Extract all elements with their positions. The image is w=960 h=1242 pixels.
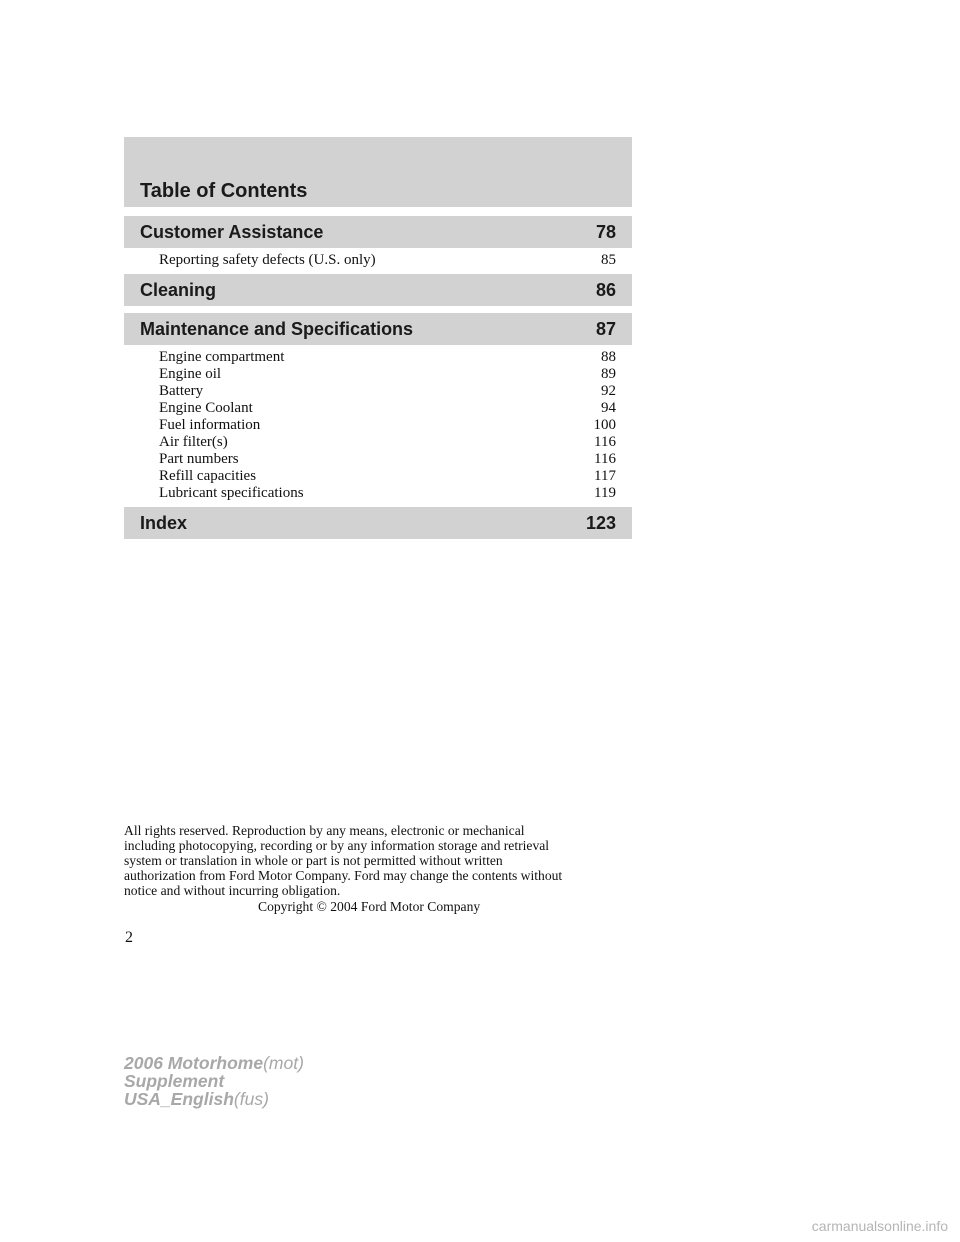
item-label: Lubricant specifications — [159, 485, 304, 501]
toc-item-reporting-safety-defects[interactable] — [159, 252, 616, 269]
legal-line: notice and without incurring obligation. — [124, 883, 341, 898]
section-page: 78 — [595, 221, 616, 242]
section-title: Cleaning — [140, 279, 217, 300]
legal-line: authorization from Ford Motor Company. Ford may change the contents without — [124, 868, 563, 883]
section-page: 86 — [595, 279, 616, 300]
sub-list — [124, 345, 632, 507]
item-page: 117 — [594, 468, 616, 484]
item-page: 94 — [601, 400, 616, 416]
document-footer — [124, 1054, 304, 1108]
item-page: 88 — [601, 349, 616, 365]
toc-section-maintenance[interactable] — [124, 313, 632, 345]
item-page: 85 — [601, 252, 616, 268]
copyright-notice: Copyright © 2004 Ford Motor Company — [258, 899, 481, 914]
toc-item-battery[interactable] — [159, 383, 616, 400]
section-page: 123 — [585, 512, 616, 533]
item-label: Engine compartment — [159, 349, 285, 365]
footer-line-1 — [124, 1054, 304, 1072]
footer-line-2 — [124, 1072, 304, 1090]
item-label: Reporting safety defects (U.S. only) — [159, 252, 376, 268]
page-title: Table of Contents — [140, 180, 308, 202]
item-page: 100 — [593, 417, 616, 433]
legal-notice — [124, 823, 644, 898]
item-page: 116 — [594, 434, 616, 450]
toc-item-part-numbers[interactable] — [159, 451, 616, 468]
watermark: carmanualsonline.info — [811, 1218, 948, 1234]
item-label: Fuel information — [159, 417, 261, 433]
item-page: 119 — [594, 485, 616, 501]
legal-line: system or translation in whole or part is not permitted without written — [124, 853, 503, 868]
toc-list — [124, 216, 632, 539]
footer-language-code: (fus) — [233, 1089, 269, 1109]
footer-model: 2006 Motorhome — [124, 1053, 264, 1073]
item-label: Engine oil — [159, 366, 222, 382]
toc-item-refill-capacities[interactable] — [159, 468, 616, 485]
footer-model-code: (mot) — [263, 1053, 304, 1073]
toc-item-engine-coolant[interactable] — [159, 400, 616, 417]
toc-section-cleaning[interactable] — [124, 274, 632, 306]
sub-list — [124, 248, 632, 274]
toc-item-fuel-information[interactable] — [159, 417, 616, 434]
item-label: Air filter(s) — [159, 434, 228, 450]
toc-item-engine-oil[interactable] — [159, 366, 616, 383]
item-page: 116 — [594, 451, 616, 467]
toc-item-lubricant-specifications[interactable] — [159, 485, 616, 502]
toc-section-customer-assistance[interactable] — [124, 216, 632, 248]
item-page: 89 — [601, 366, 616, 382]
item-label: Refill capacities — [159, 468, 257, 484]
legal-line: All rights reserved. Reproduction by any means, electronic or mechanical — [124, 823, 525, 838]
section-title: Customer Assistance — [140, 221, 324, 242]
legal-line: including photocopying, recording or by any information storage and retrieval — [124, 838, 550, 853]
section-title: Index — [140, 512, 188, 533]
page-number: 2 — [125, 929, 133, 946]
toc-section-index[interactable] — [124, 507, 632, 539]
item-label: Battery — [159, 383, 204, 399]
toc-item-air-filters[interactable] — [159, 434, 616, 451]
footer-supplement: Supplement — [124, 1071, 225, 1091]
item-page: 92 — [601, 383, 616, 399]
item-label: Engine Coolant — [159, 400, 253, 416]
section-gap — [124, 306, 632, 313]
item-label: Part numbers — [159, 451, 239, 467]
footer-line-3 — [124, 1090, 304, 1108]
toc-item-engine-compartment[interactable] — [159, 349, 616, 366]
section-title: Maintenance and Specifications — [140, 318, 414, 339]
footer-language: USA_English — [124, 1089, 234, 1109]
toc-header — [124, 137, 632, 207]
section-page: 87 — [595, 318, 616, 339]
